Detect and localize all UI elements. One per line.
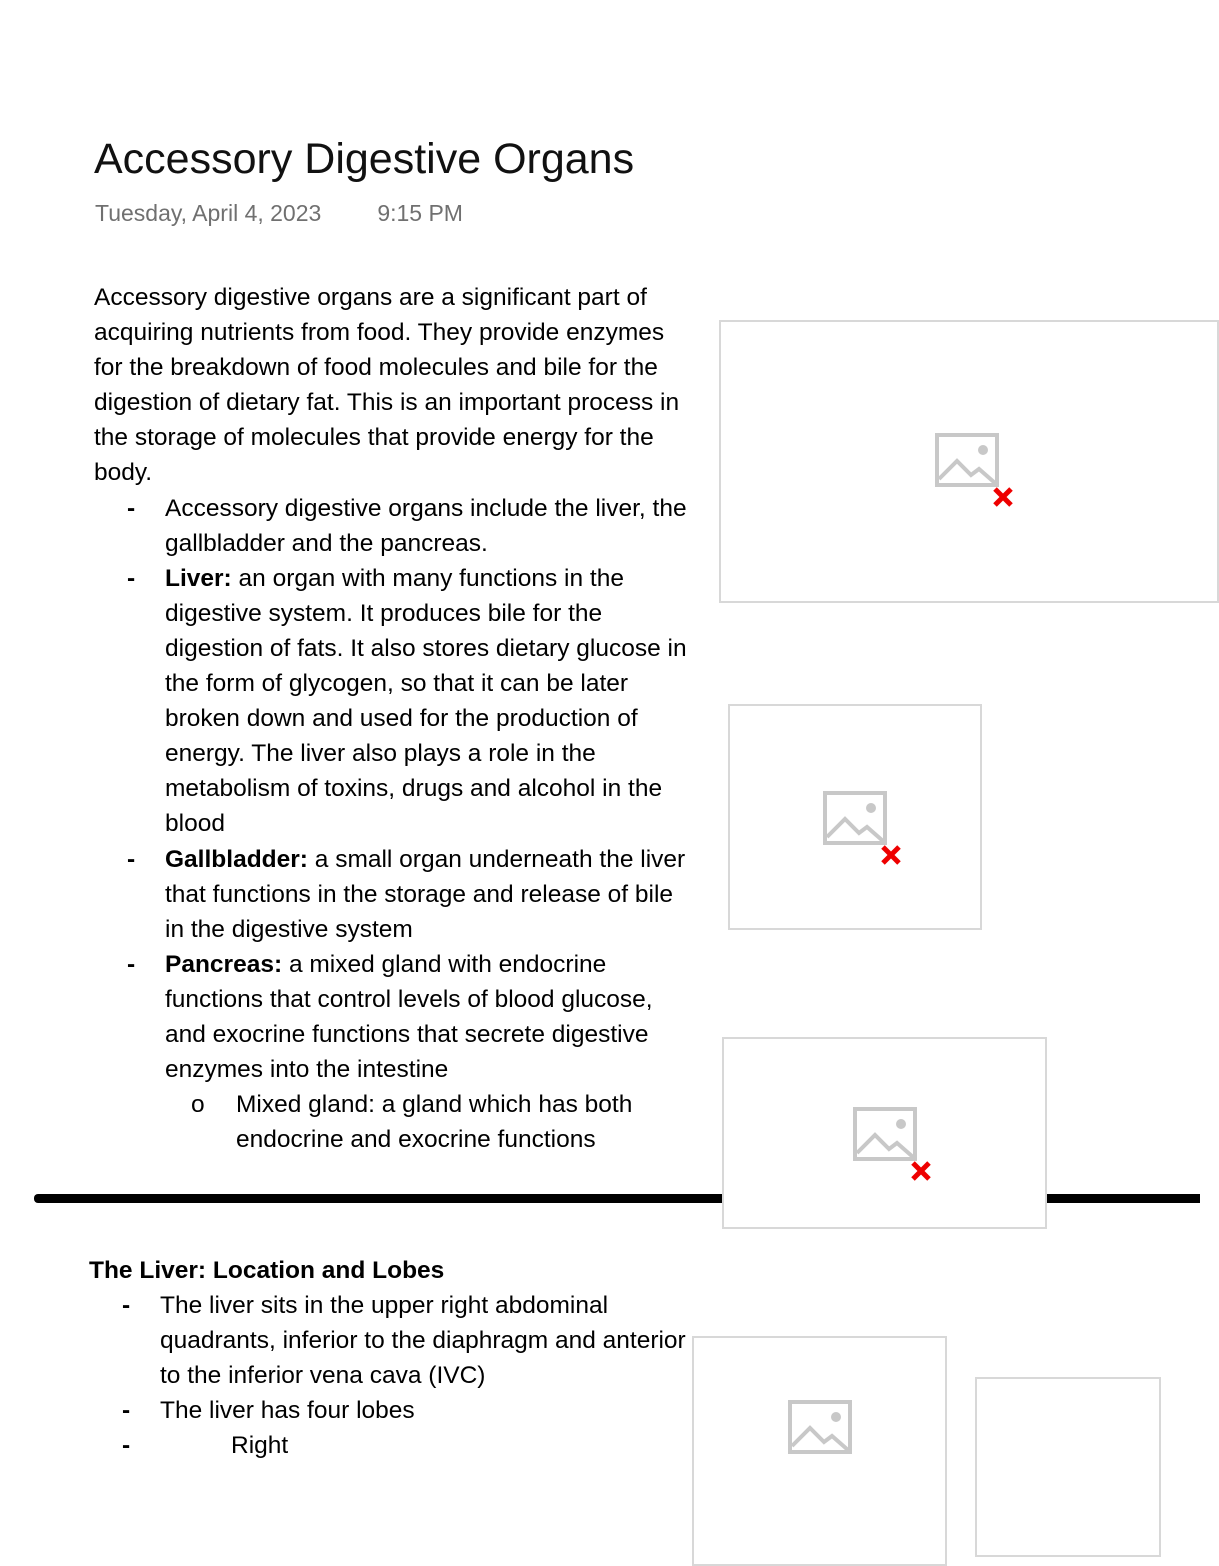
- red-x-icon: [995, 489, 1011, 505]
- liver-list: [89, 1288, 709, 1463]
- liver-section: [89, 1253, 709, 1464]
- broken-image-icon: [935, 433, 1025, 511]
- sub-list-item: o Mixed gland: a gland which has both endocrine and exocrine functions: [236, 1087, 694, 1157]
- image-placeholder[interactable]: [722, 1037, 1047, 1229]
- image-placeholder[interactable]: [719, 320, 1219, 603]
- broken-image-icon: [823, 791, 913, 869]
- page-time: 9:15 PM: [377, 200, 463, 226]
- list-item-text: Accessory digestive organs include the liver, the gallbladder and the pancreas.: [165, 494, 687, 557]
- page-timestamp: [95, 198, 463, 228]
- page-date: Tuesday, April 4, 2023: [95, 200, 322, 226]
- broken-image-icon: [853, 1107, 943, 1185]
- list-item-text: a small organ underneath the liver that functions in the storage and release of bile in the digestive system: [165, 845, 686, 943]
- red-x-icon: [883, 847, 899, 863]
- term-pancreas: Pancreas:: [165, 950, 283, 978]
- list-item-cut: [160, 1428, 709, 1463]
- list-item: [165, 491, 694, 561]
- page-title: Accessory Digestive Organs: [94, 135, 635, 183]
- list-item: [165, 842, 694, 947]
- cut-off-text: Right: [231, 1432, 289, 1460]
- image-placeholder[interactable]: [975, 1377, 1161, 1557]
- broken-image-icon: [788, 1400, 878, 1478]
- term-liver: Liver:: [165, 564, 232, 592]
- image-placeholder[interactable]: [692, 1336, 947, 1566]
- list-item-text: a mixed gland with endocrine functions that control levels of blood glucose, and exocrine functions that secrete digestive enzymes into the intestine: [165, 950, 653, 1084]
- list-item: - The liver sits in the upper right abdominal quadrants, inferior to the diaphragm and anterior to the inferior vena cava (IVC): [160, 1288, 709, 1393]
- list-item: [165, 947, 694, 1158]
- section-heading: The Liver: Location and Lobes: [89, 1257, 445, 1284]
- list-item: [165, 561, 694, 842]
- list-item: - The liver has four lobes: [160, 1393, 709, 1428]
- intro-paragraph: Accessory digestive organs are a significant part of acquiring nutrients from food. They provide enzymes for the breakdown of food molecules and bile for the digestion of dietary fat. This is an important process in the storage of molecules that provide energy for the body.: [94, 284, 680, 487]
- sub-list: [165, 1087, 694, 1157]
- organ-list: [94, 491, 694, 1158]
- image-placeholder[interactable]: [728, 704, 982, 930]
- list-item-text: an organ with many functions in the digestive system. It produces bile for the digestion of fats. It also stores dietary glucose in the form of glycogen, so that it can be later broken down and used for the production of energy. The liver also plays a role in the metabolism of toxins, drugs and alcohol in the blood: [165, 564, 687, 838]
- intro-block: [94, 280, 694, 1157]
- red-x-icon: [913, 1163, 929, 1179]
- term-gallbladder: Gallbladder:: [165, 845, 308, 873]
